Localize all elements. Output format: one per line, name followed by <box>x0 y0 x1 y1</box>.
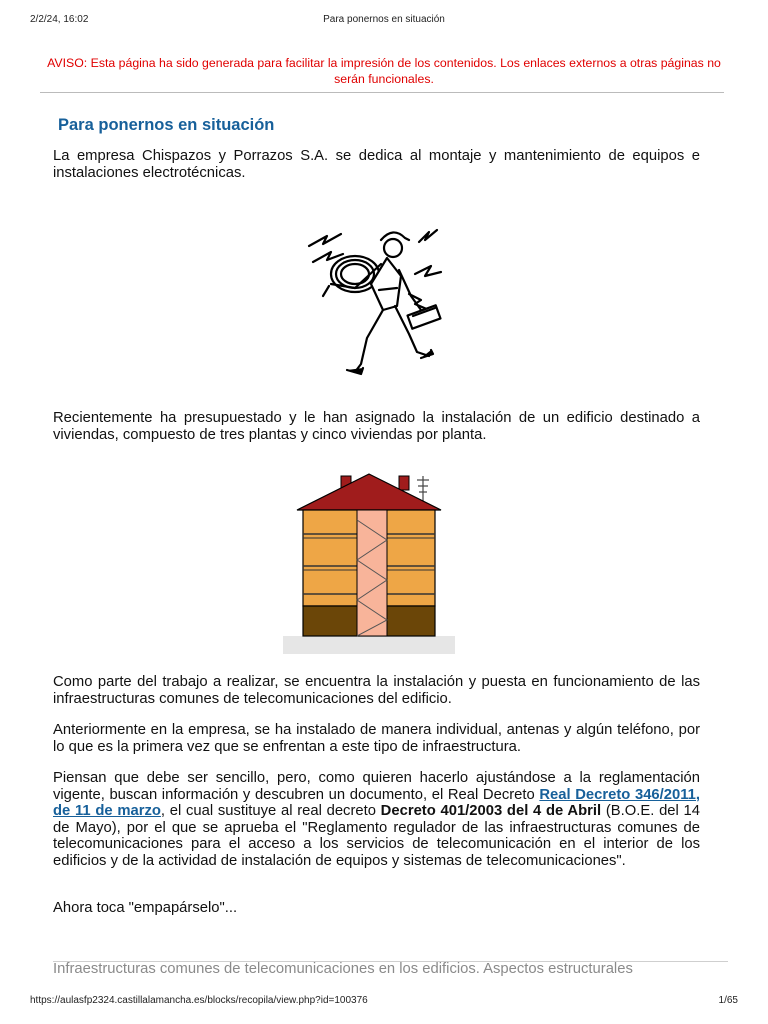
paragraph-assignment: Recientemente ha presupuestado y le han asignado la instalación de un edificio destinado a viviendas, compuesto de tres plantas y cinco viviendas por planta. <box>53 410 700 443</box>
print-doc-title: Para ponernos en situación <box>323 14 445 25</box>
page-title: Para ponernos en situación <box>58 116 275 134</box>
footer-title: Infraestructuras comunes de telecomunicaciones en los edificios. Aspectos estructurales <box>53 961 633 977</box>
paragraph-closing: Ahora toca "empapárselo"... <box>53 900 238 916</box>
real-decreto-link[interactable]: Real Decreto 346/2011, de 11 de marzo <box>53 786 700 819</box>
print-notice: AVISO: Esta página ha sido generada para facilitar la impresión de los contenidos. Los enlaces externos a otras páginas no serán funcionales. <box>47 56 721 86</box>
building-illustration <box>283 468 455 654</box>
notice-divider <box>40 92 724 93</box>
page-number: 1/65 <box>718 995 738 1006</box>
paragraph-previous-work: Anteriormente en la empresa, se ha instalado de manera individual, antenas y algún teléfono, por lo que es la primera vez que se enfrentan a este tipo de infraestructura. <box>53 722 700 755</box>
print-datetime: 2/2/24, 16:02 <box>30 14 89 25</box>
electrician-illustration <box>297 214 447 384</box>
paragraph-regulation <box>53 770 700 869</box>
print-url: https://aulasfp2324.castillalamancha.es/blocks/recopila/view.php?id=100376 <box>30 995 368 1006</box>
regulation-text-c: (B.O.E. del 14 de Mayo), por el que se aprueba el "Reglamento regulador de las infraestructuras comunes de telecomunicaciones para el acceso a los servicios de telecomunicación en el interior de los edificios y de la actividad de instalación de equipos y sistemas de telecomunicaciones". <box>53 803 700 869</box>
paragraph-company: La empresa Chispazos y Porrazos S.A. se dedica al montaje y mantenimiento de equipos e instalaciones electrotécnicas. <box>53 148 700 181</box>
article <box>53 114 700 916</box>
regulation-text-a: Piensan que debe ser sencillo, pero, como quieren hacerlo ajustándose a la reglamentación vigente, buscan información y descubren un documento, el Real Decreto <box>53 770 700 803</box>
regulation-text-b: , el cual sustituye al real decreto <box>160 803 381 819</box>
paragraph-telecom: Como parte del trabajo a realizar, se encuentra la instalación y puesta en funcionamiento de las infraestructuras comunes de telecomunicaciones del edificio. <box>53 674 700 707</box>
print-header <box>30 14 738 30</box>
decreto-bold: Decreto 401/2003 del 4 de Abril <box>380 803 602 819</box>
print-footer <box>30 995 738 1011</box>
